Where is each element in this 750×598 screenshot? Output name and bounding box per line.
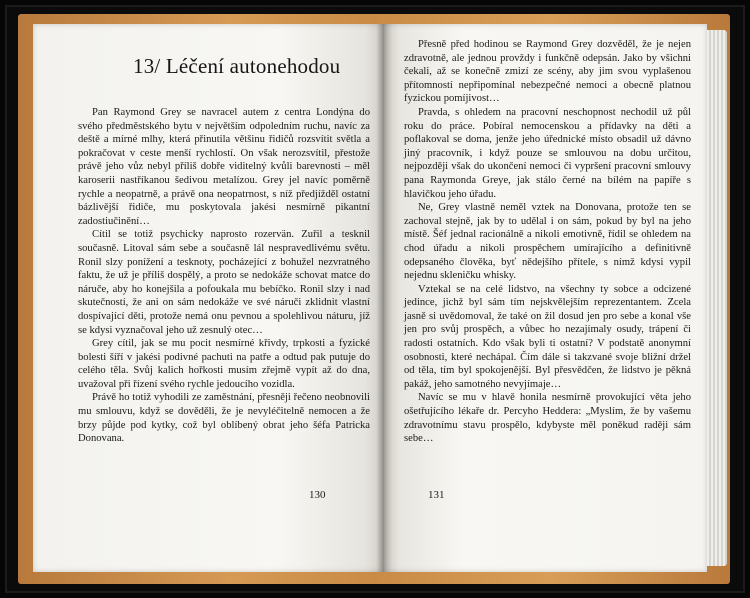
paragraph: Grey cítil, jak se mu pocit nesmírné křivdy, trpkosti a fyzické bolesti šíří v jakési podivné pachuti na patře a odtud pak putuje do celého těla. Svůj kalich hořkosti musím zřejmě vypít až do dna, uvažoval při řízení svého rychle jedoucího vozidla.	[78, 338, 370, 390]
page-number: 131	[428, 489, 445, 501]
page-edges	[707, 30, 727, 566]
paragraph: Ne, Grey vlastně neměl vztek na Donovana, protože ten se zachoval stejně, jak by to udělal i on sám, pokud by byl na jeho místě. Šéf jednal racionálně a nikoli emotivně, řídil se ohledem na chod úřadu a nikoli prospěchem umírajícího a definitivně odepsaného člověka, byť nědejšího přítele, s nímž kdysi vypil nejednu skleničku whisky.	[404, 202, 691, 282]
paragraph: Cítil se totiž psychicky naprosto rozervän. Zuřil a tesknil současně. Litoval sám sebe a současně lál nespravedlivému světu. Ronil slzy ponížení a tesknoty, pocházející z bohužel nezvratného faktu, že už je příliš dospělý, a proto se nedokáže schovat matce do náruče, aby ho konejšila a pofoukala mu bebíčko. Ronil slzy i nad skutečností, že ani on sám nedokáže ve své náruči zklidnit vlastní dospívající děti, protože nemá onu pevnou a spolehlivou náturu, jíž se kdysi vyznačoval jeho už zesnulý otec…	[78, 229, 370, 336]
paragraph: Vztekal se na celé lidstvo, na všechny ty sobce a odcizené jedince, jichž byl sám tím nejskvělejším reprezentantem. Zcela jasně si uvědomoval, že také on žil dosud jen pro sebe a konal vše jen pro svůj prospěch, a vůbec ho nezajímaly osudy, trápení či radosti ostatních. Kdo však byli ti ostatní? V podstatě anonymní osobnosti, které nechápal. Čím dále si takzvané svoje bližní držel od těla, tím byl spokojenější. Byl přesvědčen, že lidstvo je pěkná pakáž, jeho samotného nevyjímaje…	[404, 283, 691, 390]
right-page	[383, 24, 707, 572]
left-page	[33, 24, 383, 572]
paragraph: Navíc se mu v hlavě honila nesmírně provokující věta jeho ošetřujícího lékaře dr. Percyho Heddera: „Myslím, že by vašemu zdravotnímu stavu prospělo, kdybyste měl poněkud raději sám sebe…	[404, 392, 691, 445]
book-gutter	[376, 24, 392, 572]
paragraph: Pan Raymond Grey se navracel autem z centra Londýna do svého předměstského bytu v největším odpoledním ruchu, navíc za deště a mírné mlhy, která přinutila většinu řidičů rozsvítit světla a pokračovat v ceste menší rychlostí. On však nerozsvítil, přestože právě jeho vůz nebyl příliš dobře viditelný kvůli barevnosti – měl karoserii nastříkanou šedivou metalízou. Grey jel navíc poměrně rychle a neopatrně, a právě ona neopatrnost, s níž předjížděl ostatní bázlivější řidiče, mu poskytovala jakési nesmírně pikantní zadostiučinění…	[78, 107, 370, 227]
paragraph: Pravda, s ohledem na pracovní neschopnost nechodil už půl roku do práce. Pobíral nemocenskou a přídavky na děti a poflakoval se doma, jenže jeho úřednické místo obsadil už dávno jiný pracovník, i když pouze se smlouvou na dobu určitou, nejpozději však do ukončení nemoci či vypršení pracovní smlouvy pana Raymonda Greye, jak stálo černé na bílém na papíře s hlavičkou jeho úřadu.	[404, 106, 691, 200]
left-page-text	[78, 106, 370, 446]
chapter-title: 13/ Léčení autonehodou	[133, 54, 341, 78]
right-page-text	[404, 38, 691, 446]
page-number: 130	[309, 489, 326, 501]
paragraph: Přesně před hodinou se Raymond Grey dozvěděl, že je nejen zdravotně, ale jednou provždy i funkčně odepsán. Jako by všichni čekali, až se konečně zmizí ze scény, aby jim svou vyplašenou přítomností nepřipomínal nebezpečné nemoci a obecně platnou fyzickou pomíjivost…	[404, 39, 691, 105]
paragraph: Právě ho totiž vyhodili ze zaměstnání, přesněji řečeno neobnovili mu smlouvu, když se dověděli, že je nevyléčitelně nemocen a že brzy půjde pod kytky, což byl oblíbený obrat jeho šéfa Patricka Donovana.	[78, 392, 370, 445]
